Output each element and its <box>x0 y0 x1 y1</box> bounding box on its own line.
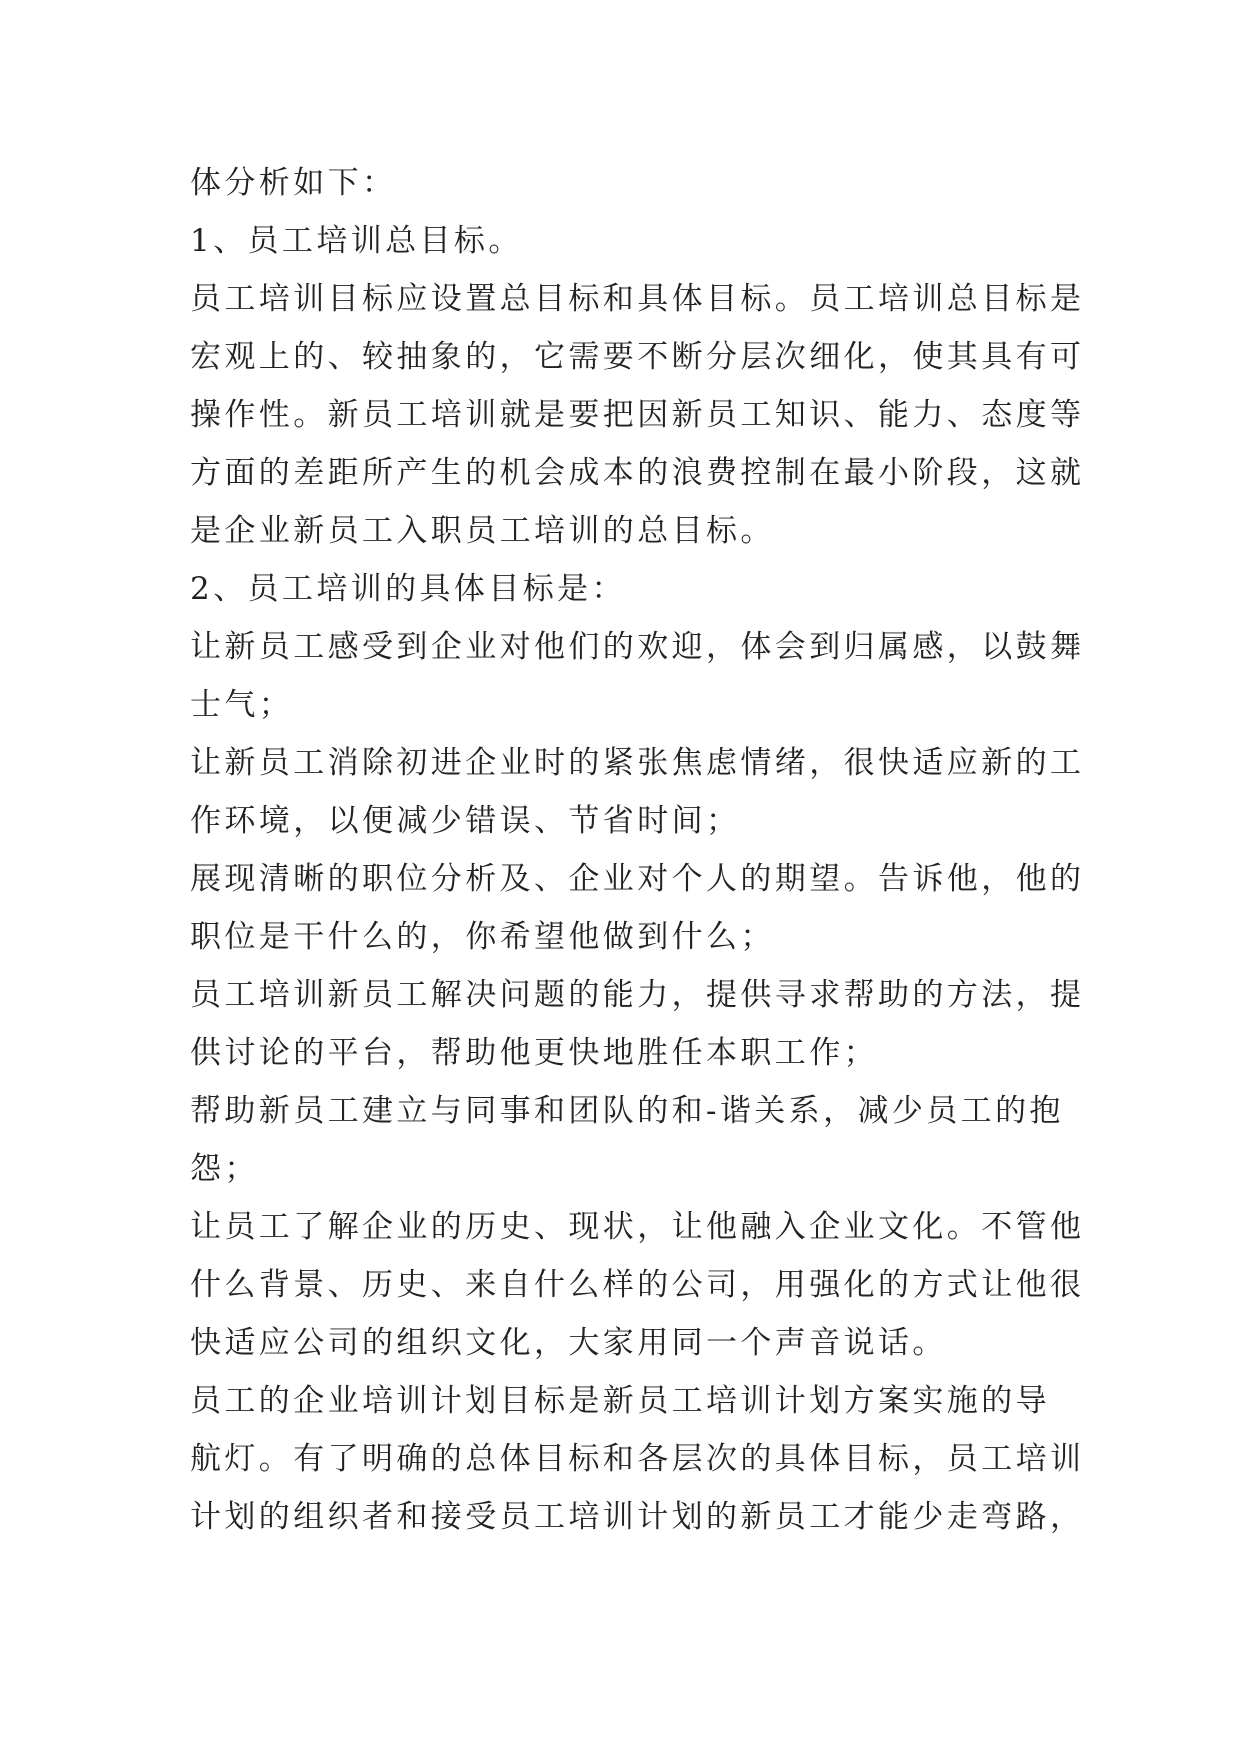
section-heading: 2、员工培训的具体目标是： <box>190 571 626 607</box>
text-line: 员工的企业培训计划目标是新员工培训计划方案实施的导 <box>190 1383 1050 1419</box>
text-line: 怨； <box>190 1151 259 1187</box>
text-line: 是企业新员工入职员工培训的总目标。 <box>190 513 775 549</box>
text-line: 宏观上的、较抽象的，它需要不断分层次细化，使其具有可 <box>190 339 1085 375</box>
text-line: 让新员工感受到企业对他们的欢迎，体会到归属感，以鼓舞 <box>190 629 1085 665</box>
text-line: 方面的差距所产生的机会成本的浪费控制在最小阶段，这就 <box>190 455 1085 491</box>
text-line: 士气； <box>190 687 294 723</box>
text-line: 让员工了解企业的历史、现状，让他融入企业文化。不管他 <box>190 1209 1085 1245</box>
text-line: 什么背景、历史、来自什么样的公司，用强化的方式让他很 <box>190 1267 1085 1303</box>
text-line: 帮助新员工建立与同事和团队的和-谐关系，减少员工的抱 <box>190 1093 1064 1129</box>
text-line: 员工培训目标应设置总目标和具体目标。员工培训总目标是 <box>190 281 1085 317</box>
text-line: 计划的组织者和接受员工培训计划的新员工才能少走弯路， <box>190 1499 1085 1535</box>
text-line: 职位是干什么的，你希望他做到什么； <box>190 919 775 955</box>
text-line: 航灯。有了明确的总体目标和各层次的具体目标，员工培训 <box>190 1441 1085 1477</box>
text-line: 供讨论的平台，帮助他更快地胜任本职工作； <box>190 1035 878 1071</box>
text-line: 展现清晰的职位分析及、企业对个人的期望。告诉他，他的 <box>190 861 1085 897</box>
text-line: 体分析如下： <box>190 165 397 201</box>
text-line: 员工培训新员工解决问题的能力，提供寻求帮助的方法，提 <box>190 977 1085 1013</box>
text-line: 操作性。新员工培训就是要把因新员工知识、能力、态度等 <box>190 397 1085 433</box>
text-line: 作环境，以便减少错误、节省时间； <box>190 803 741 839</box>
text-line: 让新员工消除初进企业时的紧张焦虑情绪，很快适应新的工 <box>190 745 1085 781</box>
body-text <box>190 154 1085 1546</box>
text-line: 快适应公司的组织文化，大家用同一个声音说话。 <box>190 1325 947 1361</box>
section-heading: 1、员工培训总目标。 <box>190 223 523 259</box>
